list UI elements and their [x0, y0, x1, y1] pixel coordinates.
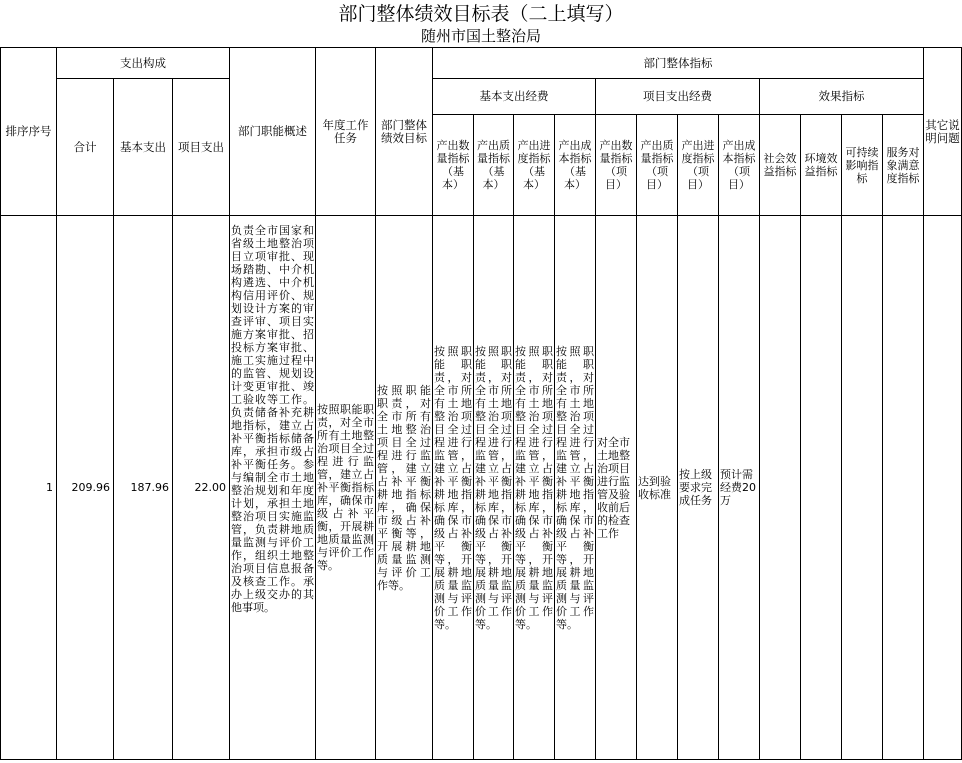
cell-basic-progress: 按照职能职责，对全市所有土地整治项目全过程进行监管，建立占补平衡耕地指标库，确保市级占补平衡等，开展耕地质量监测与评价工作等。 [514, 216, 555, 760]
cell-sustain [842, 216, 883, 760]
header-proj-qty: 产出数量指标（项目） [596, 115, 637, 216]
header-env: 环境效益指标 [801, 115, 842, 216]
header-other: 其它说明问题 [924, 48, 962, 216]
cell-proj-quality: 达到验收标准 [637, 216, 678, 760]
header-overall-goal: 部门整体绩效目标 [376, 48, 433, 216]
header-proj-quality: 产出质量指标（项目） [637, 115, 678, 216]
cell-social [760, 216, 801, 760]
cell-satisfaction [883, 216, 924, 760]
header-function-overview: 部门职能概述 [230, 48, 316, 216]
cell-project: 22.00 [173, 216, 230, 760]
cell-basic-cost: 按照职能职责，对全市所有土地整治项目全过程进行监管，建立占补平衡耕地指标库，确保市级占补平衡等，开展耕地质量监测与评价工作等。 [555, 216, 596, 760]
header-indicators-group: 部门整体指标 [433, 48, 924, 79]
cell-proj-cost: 预计需经费20万 [719, 216, 760, 760]
cell-other [924, 216, 962, 760]
cell-env [801, 216, 842, 760]
header-sustain: 可持续影响指标 [842, 115, 883, 216]
page-title: 部门整体绩效目标表（二上填写） [338, 3, 624, 25]
header-expense-group: 支出构成 [57, 48, 230, 79]
cell-proj-qty: 对全市土地整治项目进行监管及验收前后的检查工作 [596, 216, 637, 760]
cell-annual-task: 按照职能职责，对全市所有土地整治项目全过程进行监管，建立占补平衡指标库，确保市级占补平衡，开展耕地质量监测与评价工作等。 [316, 216, 376, 760]
header-satisfaction: 服务对象满意度指标 [883, 115, 924, 216]
header-social: 社会效益指标 [760, 115, 801, 216]
page-subtitle: 随州市国土整治局 [420, 27, 541, 45]
header-project: 项目支出 [173, 79, 230, 216]
cell-seq: 1 [1, 216, 57, 760]
header-seq: 排序序号 [1, 48, 57, 216]
performance-goal-table [0, 47, 962, 760]
header-basic-progress: 产出进度指标（基本） [514, 115, 555, 216]
cell-proj-progress: 按上级要求完成任务 [678, 216, 719, 760]
header-basic-quality: 产出质量指标（基本） [474, 115, 514, 216]
header-basic: 基本支出 [114, 79, 173, 216]
header-basic-funds-group: 基本支出经费 [433, 79, 596, 115]
cell-total: 209.96 [57, 216, 114, 760]
header-basic-cost: 产出成本指标（基本） [555, 115, 596, 216]
cell-overall-goal: 按照职能职责，对全市所有土地整治项目全过程进行监管，建立占补平衡耕地指标库，确保市级占补平衡等，开展耕地质量监测与评价工作等。 [376, 216, 433, 760]
header-basic-qty: 产出数量指标（基本） [433, 115, 474, 216]
cell-function-overview: 负责全市国家和省级土地整治项目立项审批、现场踏勘、中介机构遴选、中介机构信用评价、规划设计方案的审查评审、项目实施方案审批、招投标方案审批、施工实施过程中的监管、规划设计变更审批、竣工验收等工作。负责储备补充耕地指标，建立占补平衡指标储备库，承担市级占补平衡任务。参与编制全市土地整治规划和年度计划，承担土地整治项目实施监管，负责耕地质量监测与评价工作，组织土地整治项目信息报备及核查工作。承办上级交办的其他事项。 [230, 216, 316, 760]
table-row [1, 216, 962, 760]
header-proj-cost: 产出成本指标（项目） [719, 115, 760, 216]
header-annual-task: 年度工作任务 [316, 48, 376, 216]
header-total: 合计 [57, 79, 114, 216]
cell-basic-quality: 按照职能职责，对全市所有土地整治项目全过程进行监管，建立占补平衡耕地指标库，确保市级占补平衡等，开展耕地质量监测与评价工作等。 [474, 216, 514, 760]
cell-basic: 187.96 [114, 216, 173, 760]
header-project-funds-group: 项目支出经费 [596, 79, 760, 115]
header-proj-progress: 产出进度指标（项目） [678, 115, 719, 216]
cell-basic-qty: 按照职能职责，对全市所有土地整治项目全过程进行监管，建立占补平衡耕地指标库，确保市级占补平衡等，开展耕地质量监测与评价工作等。 [433, 216, 474, 760]
header-effect-group: 效果指标 [760, 79, 924, 115]
